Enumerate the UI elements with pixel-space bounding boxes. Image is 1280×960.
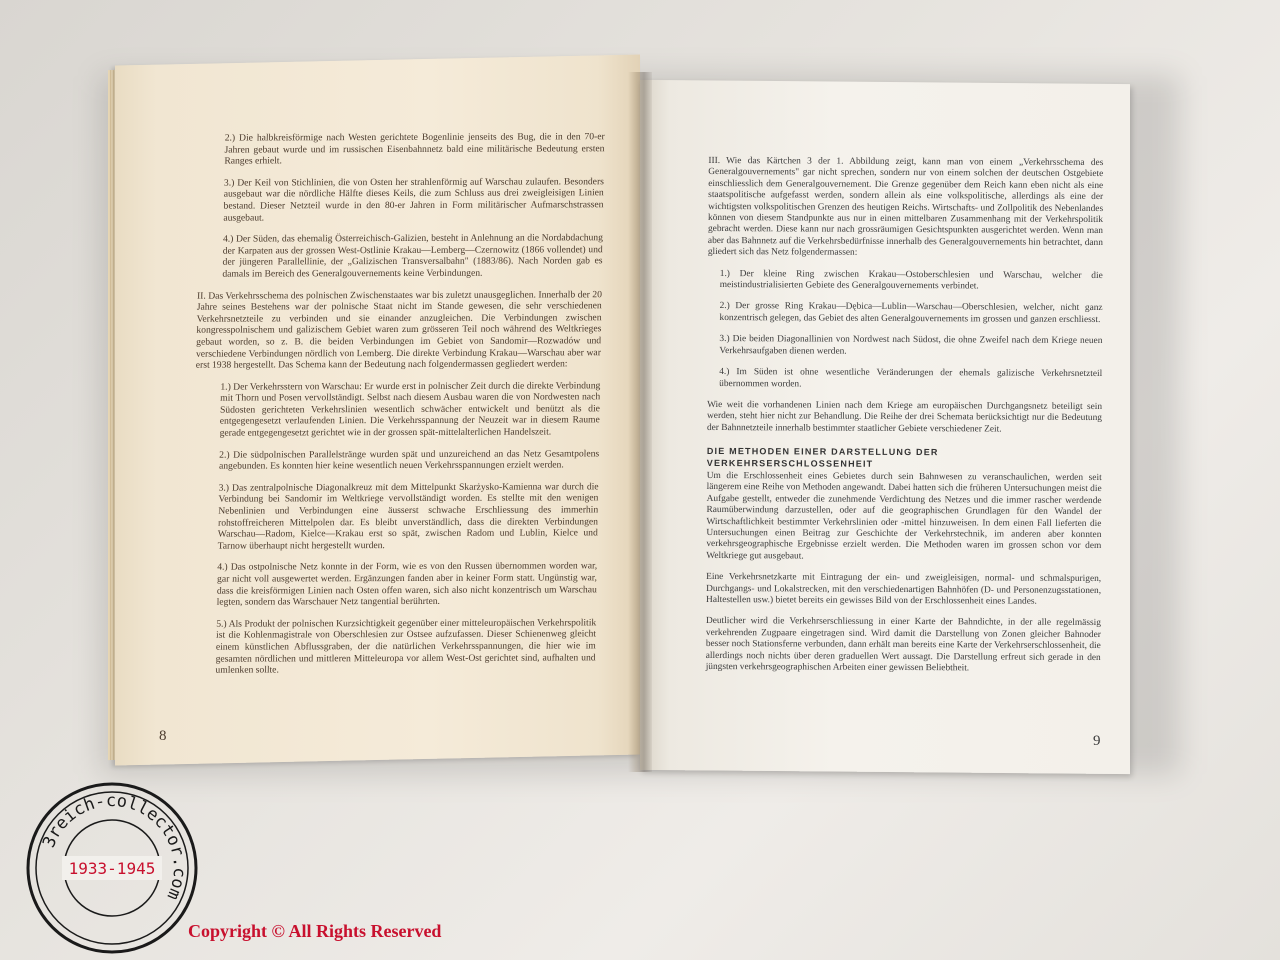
right-paragraph: Eine Verkehrsnetzkarte mit Eintragung der ein- und zweigleisigen, normal- und schmalspurigen, Durchgangs- und Lokalstrecken, mit den verschiedenartigen Bahnhöfen (D- und Personenzugsstationen, Haltestellen usw.) bietet bereits ein gewisses Bild von der Erschlossenheit eines Landes. xyxy=(706,572,1102,607)
stamp-ring-text-path: 3reich-collector.com xyxy=(38,790,190,903)
right-page-number: 9 xyxy=(1093,733,1101,749)
right-paragraph: 2.) Der grosse Ring Krakau—Dębica—Lublin—Warschau—Oberschlesien, welcher, nicht ganz konzentrisch gelegen, das Gebiet des alten Generalgouvernements im grossen und ganzen erschliesst. xyxy=(719,301,1103,325)
stamp-years: 1933-1945 xyxy=(68,859,156,878)
right-paragraph: 4.) Im Süden ist ohne wesentliche Veränderungen der ehemals galizische Verkehrsnetzteil übernommen worden. xyxy=(719,367,1103,389)
copyright-notice: Copyright © All Rights Reserved xyxy=(188,921,442,941)
left-paragraph: 3.) Das zentralpolnische Diagonalkreuz mit dem Mittelpunkt Skarżysko-Kamienna war durch die Verbindung bei Sandomir im Weltkriege vervollständigt worden. Es stellte mit den wenigen Nebenlinien und Verbindungen eine äusserst schwache Erschliessung des immerhin rohstoffreicheren Mittelpolen dar. Es bleibt unverständlich, dass die direkten Verbindungen Warschau—Radom, Kielce—Krakau erst so spät, zwischen Radom und Lublin, Kielce und Tarnow überhaupt nicht hergestellt wurden. xyxy=(217,481,599,552)
right-page-text xyxy=(706,156,1104,685)
right-paragraph: 3.) Die beiden Diagonallinien von Nordwest nach Südost, die ohne Zweifel nach dem Kriege neuen Verkehrsaufgaben dienen werden. xyxy=(719,334,1103,357)
left-paragraph: 4.) Das ostpolnische Netz konnte in der Form, wie es von den Russen übernommen worden war, gar nicht voll ausgewertet werden. Ergänzungen fanden aber in keiner Form statt. Ungünstig war, dass die kreisförmigen Linien nach Osten offen waren, sich also nicht konzentrisch um Warschau legten, sondern das Warschauer Netz tangential berührten. xyxy=(216,560,598,608)
right-paragraph: Wie weit die vorhandenen Linien nach dem Kriege am europäischen Durchgangsnetz beteiligt sein werden, steht hier nicht zur Behandlung. Die Reihe der drei Schemata berücksichtigt nur die Bedeutung der Bahnnetzteile innerhalb bestimmter staatlicher Gebiete verschiedener Zeit. xyxy=(706,399,1103,435)
left-page-text xyxy=(190,131,605,686)
left-paragraph: 2.) Die halbkreisförmige nach Westen gerichtete Bogenlinie jenseits des Bug, die in den 70-er Jahren gebaut wurde und im russischen Eisenbahnnetz bald eine militärische Bedeutung ersten Ranges erhielt. xyxy=(224,131,605,167)
right-paragraph: Um die Erschlossenheit eines Gebietes durch sein Bahnwesen zu veranschaulichen, werden seit längerem eine Reihe von Methoden angewandt. Dabei hatten sich die früheren Untersuchungen meist die Aufgabe gestellt, entweder die zunehmende Verdichtung des Netzes und die immer rascher werdende Raumüberwindung darzustellen, oder auf die geographischen Grundlagen für den Wandel der Wirtschaftlichkeit bestimmter Verkehrslinien oder -mittel hinzuweisen. In dem einen Fall lieferten die Untersuchungen einen Beitrag zur Geschichte der Verkehrstechnik, im anderen aber konnten verkehrsgeographische Ergebnisse erzielt werden. Die Methoden waren im grossen schon vor dem Weltkriege gut ausgebaut. xyxy=(706,470,1102,562)
left-paragraph: 5.) Als Produkt der polnischen Kurzsichtigkeit gegenüber einer mitteleuropäischen Verkehrspolitik ist die Kohlenmagistrale von Oberschlesien zur Ostsee aufzufassen. Dieser Schienenweg gleicht einem künstlichen Abflussgraben, der die natürlichen Verkehrsspannungen, die hier wie im gesamten nördlichen und mittleren Mitteleuropa vor allem West-Ost gerichtet sind, aufhalten und umlenken sollte. xyxy=(215,617,597,676)
left-paragraph: 3.) Der Keil von Stichlinien, die von Osten her strahlenförmig auf Warschau zulaufen. Besonders ausgebaut war die nördliche Hälfte dieses Keils, die zum Schluss aus drei zweigleisigen Linien bestand. Dieser Netzteil wurde in den 80-er Jahren in Form militärischer Aufmarschstrassen ausgebaut. xyxy=(223,176,605,224)
watermark-stamp xyxy=(22,778,202,958)
left-paragraph: 2.) Die südpolnischen Parallelstränge wurden spät und unzureichend an das Netz Gesamtpolens angebunden. Es konnten hier keine wesentlich neuen Verkehrsspannungen erzielt werden. xyxy=(218,447,600,472)
book-gutter xyxy=(628,72,652,772)
left-paragraph: II. Das Verkehrsschema des polnischen Zwischenstaates war bis zuletzt unausgeglichen. Innerhalb der 20 Jahre seines Bestehens war der polnische Staat nicht im Stande gewesen, die sehr verschiedenen Verkehrsnetzteile zu verbinden und sie einander anzugleichen. Die Verbindungen zwischen kongresspolnischem und galizischem Gebiet waren zum grösseren Teil noch während des Weltkrieges gebaut worden, so z. B. die beiden Verbindungen im Gebiet von Sandomir—Rozwadów und verschiedene Verbindungen nördlich von Lemberg. Die direkte Verbindung Krakau—Warschau aber war erst 1938 hergestellt. Das Schema kann der Bedeutung nach folgendermassen gegliedert werden: xyxy=(195,288,603,371)
left-paragraph: 4.) Der Süden, das ehemalig Österreichisch-Galizien, besteht in Anlehnung an die Nordabdachung der Karpaten aus der grossen West-Ostlinie Krakau—Lemberg—Czernowitz (1866 vollendet) und der jüngeren Parallellinie, der „Galizischen Transversalbahn" (1883/86). Nach Norden gab es damals im Bereich des Generalgouvernements keine Verbindungen. xyxy=(222,232,604,280)
stamp-ring-text xyxy=(39,791,189,903)
right-paragraph: 1.) Der kleine Ring zwischen Krakau—Ostoberschlesien und Warschau, welcher die meistindustrialisierten Gebiete des Generalgouvernements verbindet. xyxy=(719,268,1103,292)
right-paragraph: III. Wie das Kärtchen 3 der 1. Abbildung zeigt, kann man von einem „Verkehrsschema des Generalgouvernements" gar nicht sprechen, sondern nur von einem solchen der deutschen Ostgebiete einschliesslich dem Generalgouvernement. Die Grenze gegenüber dem Reich kann eben nicht als eine staatspolitische aufgefasst werden, sondern allein als eine volkspolitische, allerdings als eine der wichtigsten volkspolitischen Grenzen des heutigen Reichs. Wirtschafts- und Zollpolitik des Nebenlandes können von diesem Standpunkte aus nur in einen mittelbaren Zusammenhang mit der Verkehrspolitik gebracht werden. Diese kann nur nach grossräumigen Gesichtspunkten ausgerichtet werden. Wenn man aber das Bahnnetz auf die Verkehrsbedürfnisse innerhalb des Generalgouvernements hin betrachtet, dann gliedert sich das Netz folgendermassen: xyxy=(707,155,1104,259)
left-paragraph: 1.) Der Verkehrsstern von Warschau: Er wurde erst in polnischer Zeit durch die direkte Verbindung mit Thorn und Posen vervollständigt. Selbst nach diesem Ausbau waren die von Nordwesten nach Südosten gerichteten Verkehrslinien wesentlich schwächer entwickelt und benützt als die entgegengesetzt verlaufenden Linien. Die Verkehrsspannung der Neuzeit war in diesem Raume gerade entgegengesetzt gerichtet wie in der grossen spät-mittelalterlichen Handelszeit. xyxy=(219,379,601,439)
right-paragraph: Deutlicher wird die Verkehrserschliessung in einer Karte der Bahndichte, in der alle regelmässig verkehrenden Zugpaare eingetragen sind. Wird damit die Darstellung von Zonen gleicher Bahnoder besser noch Stationsferne verbunden, dann erhält man bereits eine Karte der Verkehrserschlossenheit, die allerdings noch nichts über deren graduellen Wert aussagt. Die Darstellung erfreut sich gerade in den jüngsten verkehrsgeographischen Arbeiten einer gewissen Beliebtheit. xyxy=(705,616,1101,674)
left-page-number: 8 xyxy=(159,728,167,744)
section-heading: DIE METHODEN EINER DARSTELLUNG DER VERKEHRSERSCHLOSSENHEIT xyxy=(706,446,939,469)
